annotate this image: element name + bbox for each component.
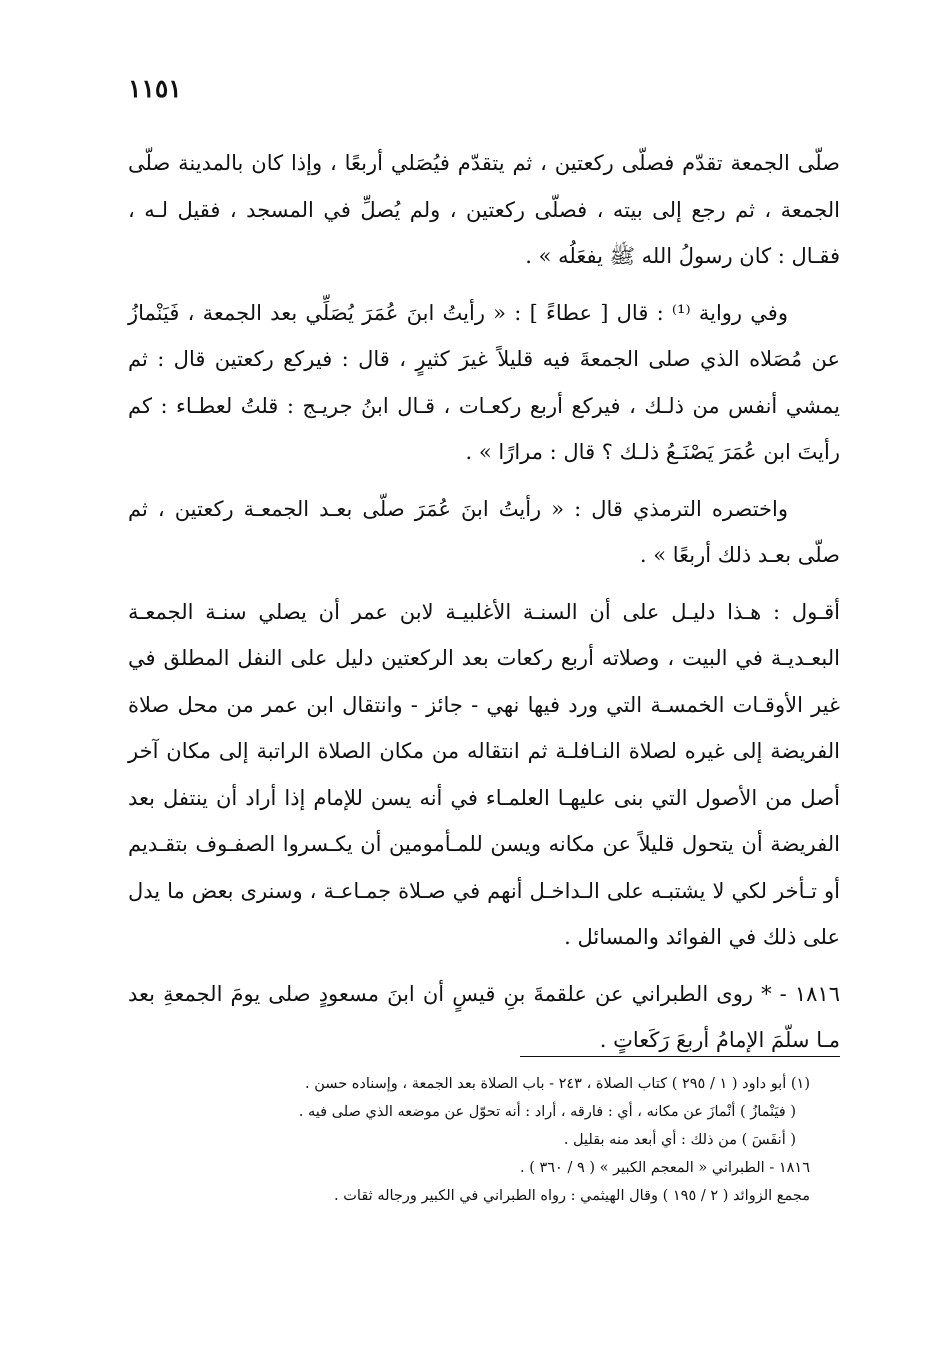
paragraph-commentary: أقـول : هـذا دليـل على أن السنـة الأغلبيـة لابن عمر أن يصلي سنـة الجمعـة البعـديـة في البيت ، وصلاته أربع ركعات بعد الركعتين دليل على النفل المطلق في غير الأوقـات الخمسـة التي ورد فيها نهي - جائز - وانتقال ابن عمر من محل صلاة الفريضة إلى غيره لصلاة النـافلـة ثم انتقاله من مكان الصلاة الراتبة إلى مكان آخر أصل من الأصول التي بنى عليهـا العلمـاء في أنه يسن للإمام إذا أراد أن ينتفل بعد الفريضة أن يتحول قليلاً عن مكانه ويسن للمـأمومين أن يكـسروا الصفـوف بتقـديم أو تـأخر لكي لا يشتبـه على الـداخـل أنهم في صـلاة جمـاعـة ، وسنرى بعض ما يدل على ذلك في الفوائد والمسائل . xyxy=(128,599,840,949)
footnotes xyxy=(250,1070,810,1210)
paragraph-tirmidhi: واختصره الترمذي قال : « رأيتُ ابنَ عُمَرَ صلّى بعـد الجمعـة ركعتين ، ثم صلّى بعـد ذلك أربعًا » . xyxy=(128,496,840,567)
paragraph-hadith-continuation: صلّى الجمعة تقدّم فصلّى ركعتين ، ثم يتقدّم فيُصَلي أربعًا ، وإذا كان بالمدينة صلّى الجمعة ، ثم رجع إلى بيته ، فصلّى ركعتين ، ولم يُصلِّ في المسجد ، فقيل لـه ، فقـال : كان رسولُ الله ﷺ يفعَلُه » . xyxy=(128,151,840,268)
footnote-divider xyxy=(520,1056,840,1057)
paragraph-riwaya: وفي رواية ⁽¹⁾ : قال [ عطاءً ] : « رأيتُ ابنَ عُمَرَ يُصَلِّي بعد الجمعة ، فَيَنْمازُ عن مُصَلاه الذي صلى الجمعةَ فيه قليلاً غيرَ كثيرٍ ، قال : فيركع ركعتين قال : ثم يمشي أنفس من ذلـك ، فيركع أربع ركعـات ، قـال ابنُ جريـج : قلتُ لعطـاء : كم رأيتَ ابن عُمَرَ يَصْنَـعُ ذلـك ؟ قال : مرارًا » . xyxy=(128,300,840,464)
footnote-yanmaz: ( فيَنْمازُ ) أنْمازَ عن مكانه ، أي : فارقه ، أراد : أنه تحوّل عن موضعه الذي صلى فيه . xyxy=(298,1104,796,1120)
main-text xyxy=(128,140,840,1074)
footnote-abu-dawud: (١) أبو داود ( ١ / ٢٩٥ ) كتاب الصلاة ، ٢٤٣ - باب الصلاة بعد الجمعة ، وإسناده حسن . xyxy=(305,1076,810,1092)
paragraph-hadith-1816: ١٨١٦ - * روى الطبراني عن علقمةَ بنِ قيسٍ أن ابنَ مسعودٍ صلى يومَ الجمعةِ بعد مـا سلّمَ الإمامُ أربعَ رَكَعاتٍ . xyxy=(128,981,840,1052)
footnote-anfas: ( أنفَسَ ) من ذلك : أي أبعد منه بقليل . xyxy=(563,1132,796,1148)
footnote-majma: مجمع الزوائد ( ٢ / ١٩٥ ) وقال الهيثمي : رواه الطبراني في الكبير ورجاله ثقات . xyxy=(334,1188,810,1204)
footnote-tabarani: ١٨١٦ - الطبراني « المعجم الكبير » ( ٩ / ٣٦٠ ) . xyxy=(519,1160,810,1176)
page-number: ١١٥١ xyxy=(128,74,182,103)
